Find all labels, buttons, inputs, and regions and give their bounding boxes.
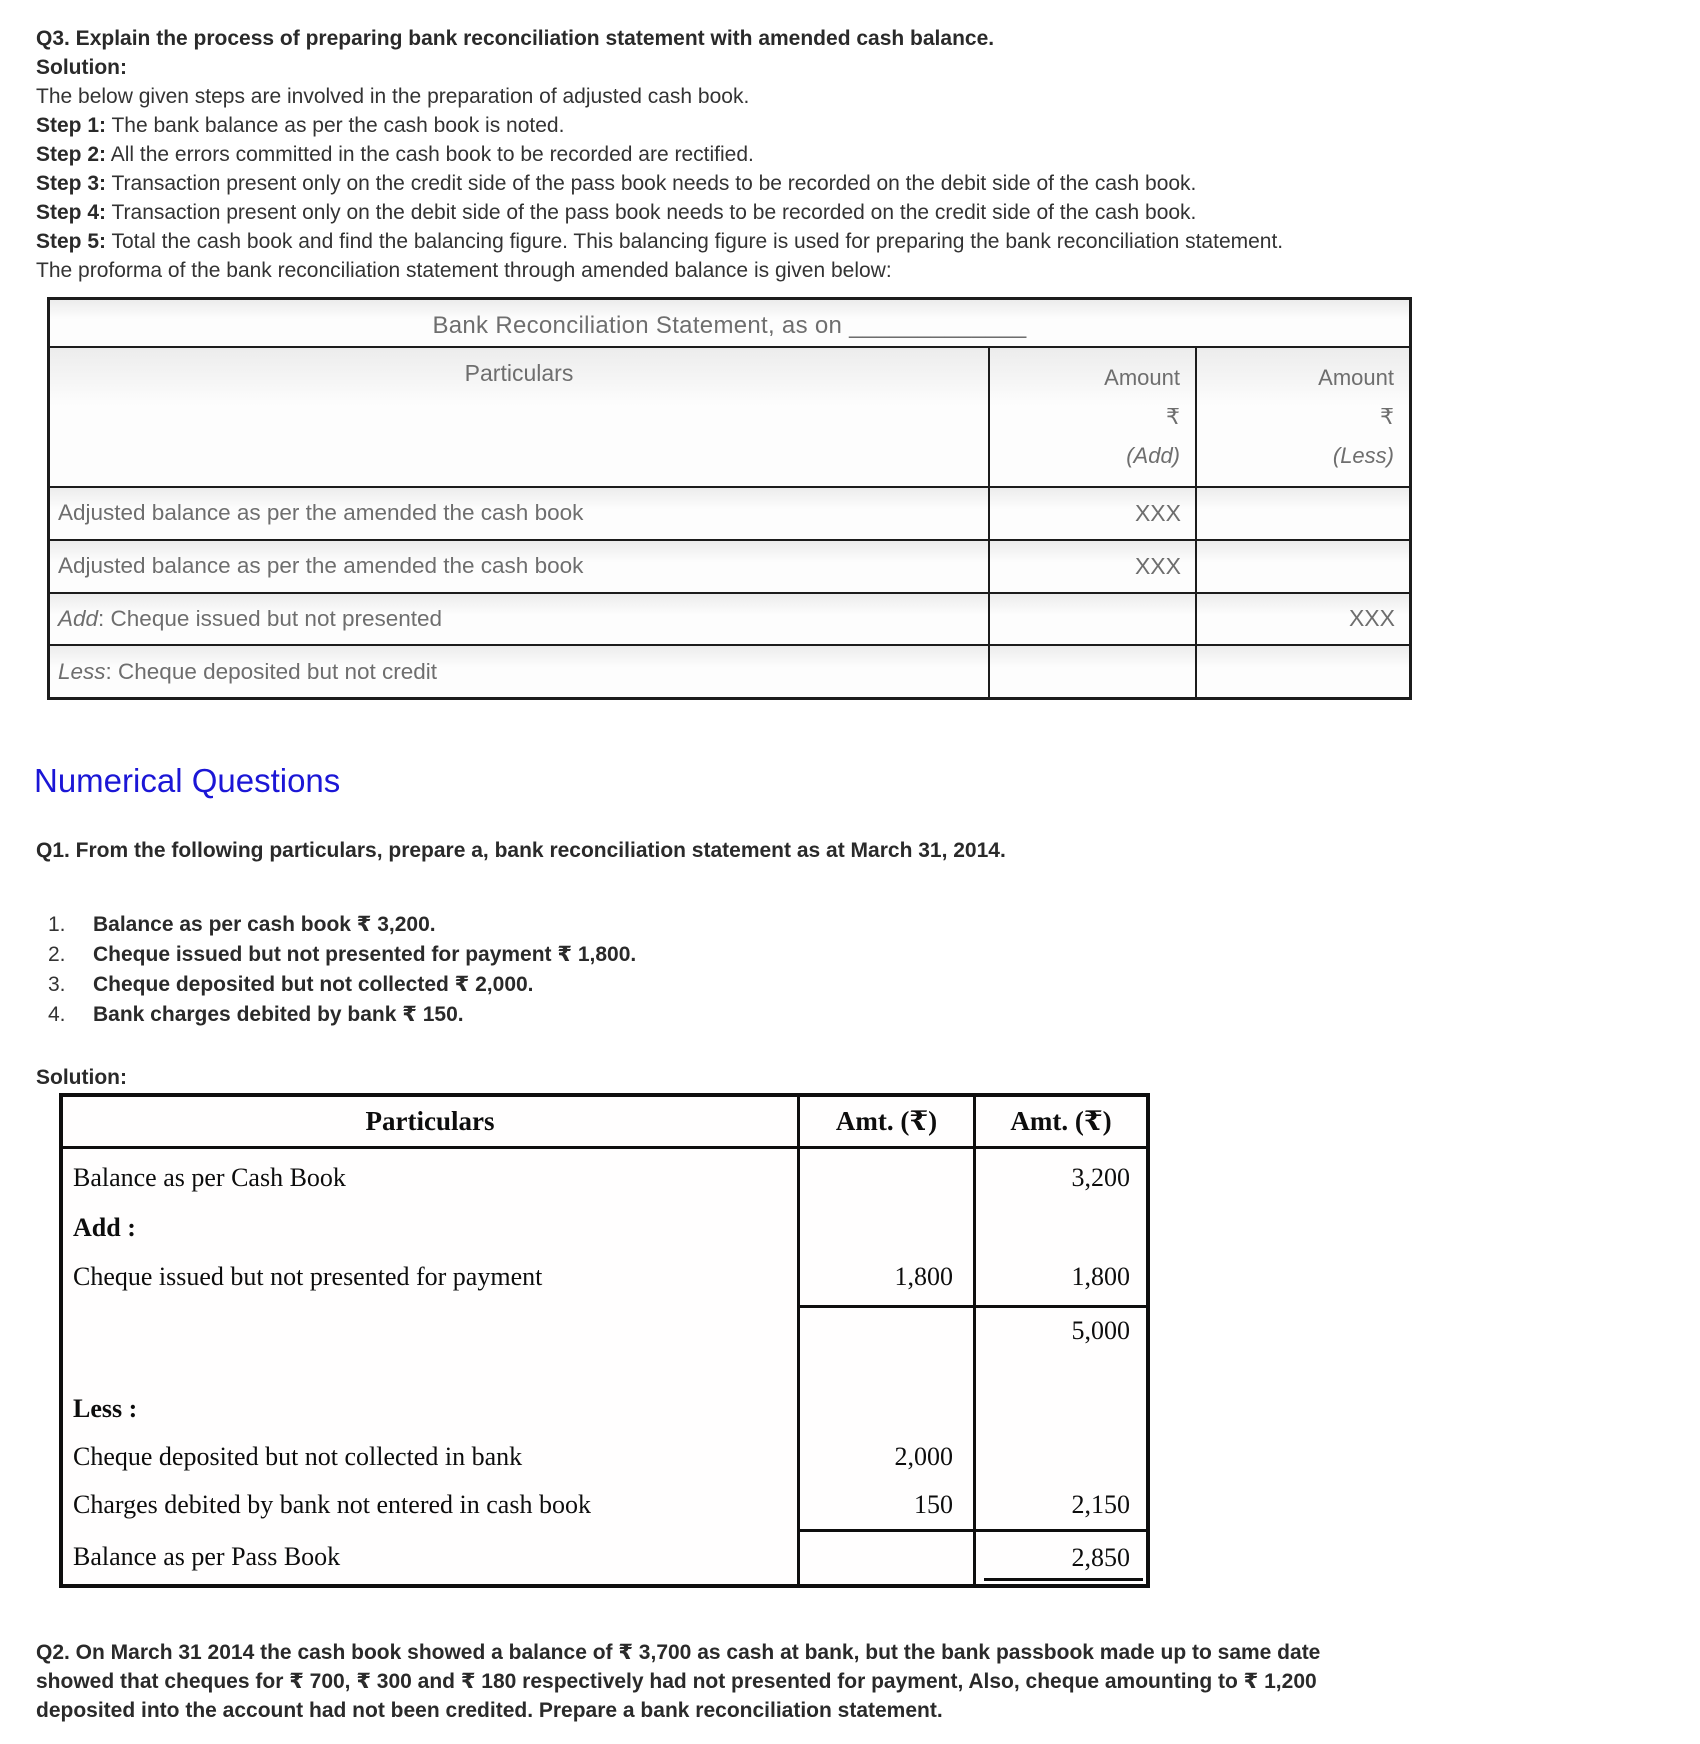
table-row [50, 646, 1409, 697]
cell-text: Adjusted balance as per the amended the cash book [58, 553, 584, 579]
less-label: (Less) [1332, 443, 1394, 468]
cell-text: Adjusted balance as per the amended the cash book [58, 500, 584, 526]
table-row [50, 594, 1409, 647]
cell-amt1: 1,800 [800, 1249, 976, 1305]
step-label: Step 5: [36, 230, 107, 253]
list-item [48, 940, 636, 970]
list-item [48, 970, 636, 1000]
cell-text: : Cheque issued but not presented [98, 605, 443, 631]
cell-amt2 [976, 1385, 1146, 1433]
solution-table-header [63, 1097, 1146, 1149]
table-row [50, 541, 1409, 594]
row-prefix: Less [58, 658, 106, 684]
cell-particulars [50, 646, 990, 697]
cell-amount-less [1197, 541, 1409, 592]
table-row [63, 1249, 1146, 1305]
cell-particulars: Cheque deposited but not collected in bank [63, 1433, 800, 1481]
step-text: Total the cash book and find the balancing figure. This balancing figure is used for preparing the bank reconciliation statement. [106, 230, 1284, 253]
header-amt1: Amt. (₹) [800, 1097, 976, 1146]
step-label: Step 4: [36, 201, 107, 224]
cell-particulars: Add : [63, 1207, 800, 1249]
cell-amt2: 5,000 [976, 1305, 1146, 1385]
q3-step-4 [36, 198, 1666, 227]
q1-title: Q1. From the following particulars, prepare a, bank reconciliation statement as at March 31, 2014. [36, 839, 1006, 862]
q2-line: Q2. On March 31 2014 the cash book showed a balance of ₹ 3,700 as cash at bank, but the bank passbook made up to same date [36, 1641, 1321, 1664]
header-amount-add [990, 348, 1197, 486]
rupee-symbol: ₹ [1380, 404, 1394, 429]
add-label: (Add) [1126, 443, 1180, 468]
item-number: 4. [48, 1003, 66, 1026]
solution-table [59, 1093, 1150, 1588]
cell-amt1 [800, 1529, 976, 1584]
row-prefix: Add [58, 605, 99, 631]
q1-list [48, 910, 636, 1030]
cell-amount-add [990, 594, 1197, 645]
header-particulars: Particulars [63, 1097, 800, 1146]
table-row [63, 1433, 1146, 1481]
cell-amount-less [1197, 646, 1409, 697]
cell-amt2: 3,200 [1071, 1163, 1130, 1192]
numerical-questions-heading: Numerical Questions [34, 762, 341, 799]
q3-title: Q3. Explain the process of preparing bank reconciliation statement with amended cash balance. [36, 27, 995, 50]
step-text: All the errors committed in the cash book to be recorded are rectified. [106, 143, 754, 166]
q3-proforma-note: The proforma of the bank reconciliation statement through amended balance is given below: [36, 259, 892, 282]
step-label: Step 2: [36, 143, 107, 166]
cell-amt2: 2,850 [976, 1529, 1146, 1584]
cell-amount-less [1197, 488, 1409, 539]
table-row [63, 1481, 1146, 1529]
cell-particulars [63, 1305, 800, 1385]
q3-solution-label: Solution: [36, 56, 127, 79]
q1-solution-label: Solution: [36, 1066, 127, 1089]
cell-amt1 [800, 1149, 976, 1207]
table-row [63, 1149, 1146, 1207]
cell-amt1: 150 [800, 1481, 976, 1529]
q3-intro: The below given steps are involved in the preparation of adjusted cash book. [36, 85, 750, 108]
cell-particulars: Less : [63, 1385, 800, 1433]
cell-particulars [50, 594, 990, 645]
header-amount-less [1197, 348, 1409, 486]
item-number: 3. [48, 973, 66, 996]
rupee-symbol: ₹ [1166, 404, 1180, 429]
item-text: Cheque issued but not presented for payment ₹ 1,800. [93, 943, 637, 966]
cell-amount-add [990, 646, 1197, 697]
total-underline [984, 1578, 1143, 1581]
cell-amt2 [976, 1433, 1146, 1481]
table-row [63, 1529, 1146, 1584]
cell-particulars: Balance as per Pass Book [63, 1529, 800, 1584]
header-particulars: Particulars [50, 348, 990, 486]
table-row [50, 488, 1409, 541]
cell-amount-add: XXX [990, 488, 1197, 539]
cell-amt1 [800, 1207, 976, 1249]
q3-step-2 [36, 140, 1666, 169]
cell-amount-less: XXX [1348, 605, 1395, 632]
item-number: 1. [48, 913, 66, 936]
step-label: Step 3: [36, 172, 107, 195]
item-text: Balance as per cash book ₹ 3,200. [93, 913, 436, 936]
step-label: Step 1: [36, 114, 107, 137]
q3-section [36, 24, 1666, 285]
step-text: Transaction present only on the debit side of the pass book needs to be recorded on the credit side of the cash book. [106, 201, 1197, 224]
proforma-table-header [50, 348, 1409, 488]
item-text: Cheque deposited but not collected ₹ 2,000. [93, 973, 534, 996]
cell-amt1 [800, 1385, 976, 1433]
cell-text: : Cheque deposited but not credit [105, 658, 438, 684]
q2-line: deposited into the account had not been credited. Prepare a bank reconciliation statement. [36, 1699, 943, 1722]
table-row [63, 1385, 1146, 1433]
table-row [63, 1305, 1146, 1385]
step-text: The bank balance as per the cash book is noted. [106, 114, 565, 137]
cell-amt1: 2,000 [800, 1433, 976, 1481]
amount-label: Amount [1104, 365, 1180, 390]
step-text: Transaction present only on the credit side of the pass book needs to be recorded on the debit side of the cash book. [106, 172, 1197, 195]
list-item [48, 910, 636, 940]
q2-line: showed that cheques for ₹ 700, ₹ 300 and ₹ 180 respectively had not presented for payment, Also, cheque amounting to ₹ 1,200 [36, 1670, 1317, 1693]
cell-particulars: Balance as per Cash Book [63, 1149, 800, 1207]
q3-step-3 [36, 169, 1666, 198]
proforma-table [47, 297, 1412, 700]
q2-section [36, 1638, 1676, 1725]
table-row [63, 1207, 1146, 1249]
list-item [48, 1000, 636, 1030]
cell-amount-add: XXX [990, 541, 1197, 592]
cell-particulars [50, 488, 990, 539]
cell-particulars: Charges debited by bank not entered in cash book [63, 1481, 800, 1529]
q3-step-1 [36, 111, 1666, 140]
item-number: 2. [48, 943, 66, 966]
amount-label: Amount [1318, 365, 1394, 390]
cell-amt2: 2,150 [1071, 1490, 1130, 1519]
header-amt2: Amt. (₹) [1010, 1106, 1112, 1136]
cell-amt1 [800, 1305, 976, 1385]
cell-amt2 [976, 1207, 1146, 1249]
proforma-table-title: Bank Reconciliation Statement, as on _____________ [50, 300, 1409, 348]
q3-step-5 [36, 227, 1666, 256]
cell-particulars [50, 541, 990, 592]
cell-particulars: Cheque issued but not presented for payment [63, 1249, 800, 1305]
cell-amt2: 1,800 [1071, 1262, 1130, 1291]
item-text: Bank charges debited by bank ₹ 150. [93, 1003, 464, 1026]
